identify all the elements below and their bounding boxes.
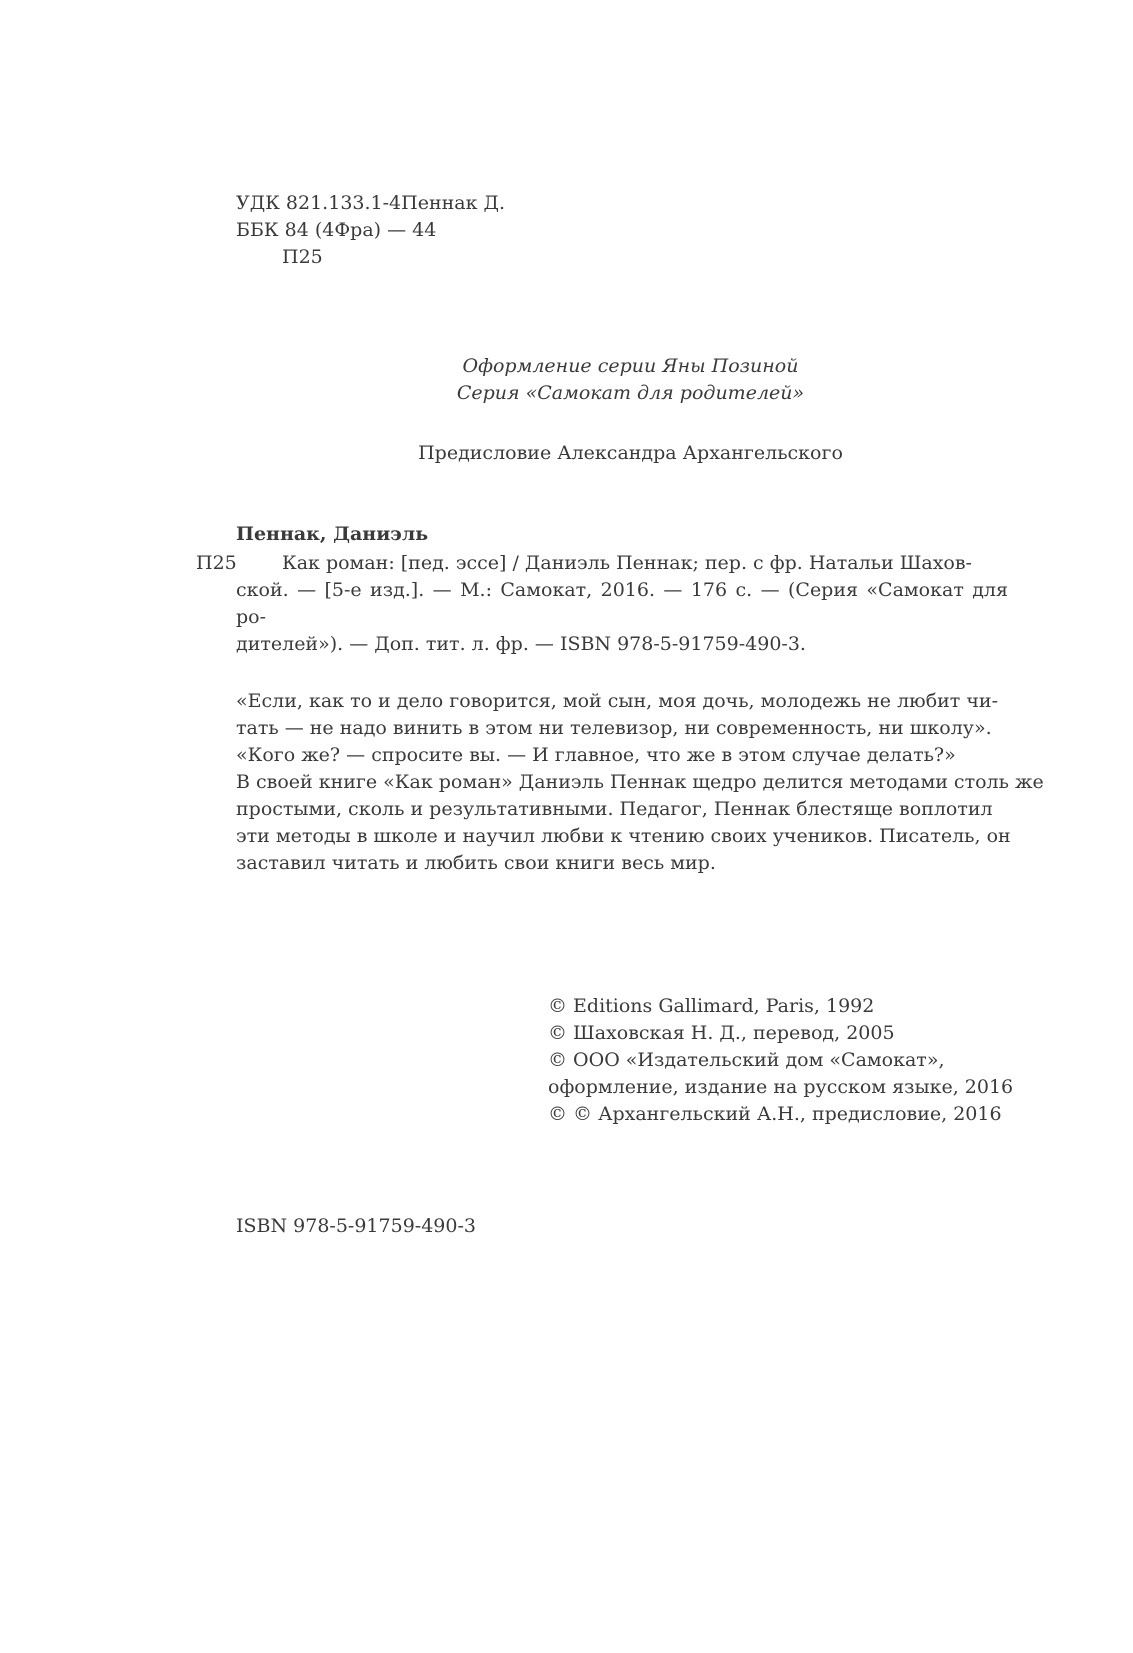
annotation-line: В своей книге «Как роман» Даниэль Пеннак щедро делится методами столь же [236, 771, 1044, 793]
copyright-line: © Шаховская Н. Д., перевод, 2005 [548, 1022, 895, 1044]
biblio-line: ской. — [5-е изд.]. — М.: Самокат, 2016. — 176 с. — (Серия «Самокат для ро- [236, 579, 1008, 628]
annotation-line: тать — не надо винить в этом ни телевизор, ни современность, ни школу». [236, 717, 992, 739]
isbn: ISBN 978-5-91759-490-3 [236, 1215, 476, 1237]
annotation-line: заставил читать и любить свои книги весь мир. [236, 852, 716, 874]
copyright-line: © Editions Gallimard, Paris, 1992 [548, 995, 875, 1017]
classification-block [236, 190, 505, 271]
author-mark: П25 [282, 246, 323, 268]
copyright-line: © ООО «Издательский дом «Самокат», [548, 1049, 945, 1071]
preface-text: Предисловие Александра Архангельского [418, 442, 843, 464]
entry-author: Пеннак, Даниэль [236, 523, 429, 545]
series-credit: Серия «Самокат для родителей» [456, 382, 805, 404]
series-credits [0, 353, 1133, 407]
udk-code: УДК 821.133.1-4Пеннак Д. [236, 192, 505, 214]
annotation [236, 688, 1044, 877]
copyright-block [548, 993, 1013, 1128]
biblio-line: дителей»). — Доп. тит. л. фр. — ISBN 978-5-91759-490-3. [236, 633, 806, 655]
annotation-line: «Кого же? — спросите вы. — И главное, что же в этом случае делать?» [236, 744, 956, 766]
preface-credit [0, 440, 1133, 467]
biblio-line: Как роман: [пед. эссе] / Даниэль Пеннак; пер. с фр. Натальи Шахов- [282, 552, 972, 574]
bibliographic-description [236, 550, 1008, 658]
copyright-line: © © Архангельский А.Н., предисловие, 2016 [548, 1103, 1002, 1125]
design-credit: Оформление серии Яны Позиной [462, 355, 799, 377]
bbk-code: ББК 84 (4Фра) — 44 [236, 219, 437, 241]
annotation-line: простыми, сколь и результативными. Педагог, Пеннак блестяще воплотил [236, 798, 993, 820]
entry-code: П25 [196, 552, 237, 574]
copyright-line: оформление, издание на русском языке, 2016 [548, 1076, 1014, 1098]
annotation-line: эти методы в школе и научил любви к чтению своих учеников. Писатель, он [236, 825, 1011, 847]
annotation-line: «Если, как то и дело говорится, мой сын, моя дочь, молодежь не любит чи- [236, 690, 999, 712]
